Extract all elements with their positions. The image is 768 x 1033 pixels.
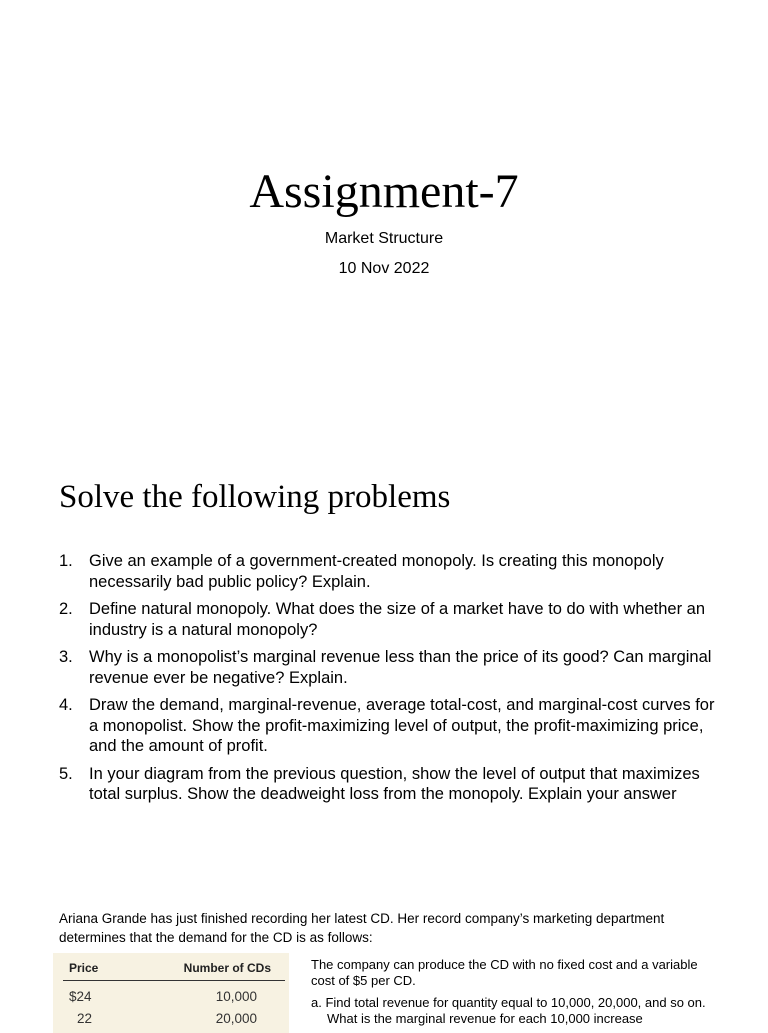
problem-number: 3.: [59, 648, 73, 666]
table-cell-price: $24: [69, 989, 92, 1004]
problem-number: 2.: [59, 600, 73, 618]
scenario-intro: Ariana Grande has just finished recording her latest CD. Her record company’s marketing department determines that the demand for the CD is as follows:: [59, 911, 665, 945]
problem-list: [59, 551, 719, 812]
problem-item: [59, 551, 719, 592]
problem-text: Define natural monopoly. What does the size of a market have to do with whether an industry is a natural monopoly?: [89, 600, 706, 639]
problem-text: Draw the demand, marginal-revenue, average total-cost, and marginal-cost curves for a monopolist. Show the profit-maximizing level of output, the profit-maximizing price, and the amount of profit.: [89, 696, 715, 755]
table-row: [53, 989, 289, 1009]
problem-item: [59, 599, 719, 640]
cost-description: The company can produce the CD with no fixed cost and a variable cost of $5 per CD.: [311, 957, 698, 988]
document-title: Assignment-7: [249, 165, 519, 218]
problem-item: [59, 647, 719, 688]
document-subtitle: Market Structure: [324, 230, 444, 247]
problem-item: [59, 695, 719, 757]
problem-number: 4.: [59, 696, 73, 714]
table-cell-quantity: 10,000: [215, 989, 257, 1004]
demand-table: [53, 953, 289, 1033]
table-header-price: Price: [69, 961, 99, 975]
table-cell-price: 22: [77, 1011, 93, 1026]
question-a: a. Find total revenue for quantity equal to 10,000, 20,000, and so on. What is the marginal revenue for each 10,000 increase: [311, 995, 706, 1026]
problem-text: Why is a monopolist’s marginal revenue less than the price of its good? Can marginal revenue ever be negative? Explain.: [89, 648, 712, 687]
problem-number: 5.: [59, 764, 73, 783]
section-heading: Solve the following problems: [59, 479, 451, 515]
scenario-details: [311, 957, 711, 1033]
table-header-quantity: Number of CDs: [183, 961, 271, 975]
table-cell-quantity: 20,000: [215, 1011, 257, 1026]
problem-text: Give an example of a government-created monopoly. Is creating this monopoly necessarily bad public policy? Explain.: [89, 552, 664, 591]
table-row: [53, 1011, 289, 1031]
problem-item: [59, 764, 719, 805]
table-divider: [63, 980, 285, 981]
document-date: 10 Nov 2022: [338, 260, 430, 277]
problem-text: In your diagram from the previous question, show the level of output that maximizes total surplus. Show the deadweight loss from the monopoly. Explain your answer: [89, 764, 700, 803]
problem-number: 1.: [59, 552, 73, 570]
